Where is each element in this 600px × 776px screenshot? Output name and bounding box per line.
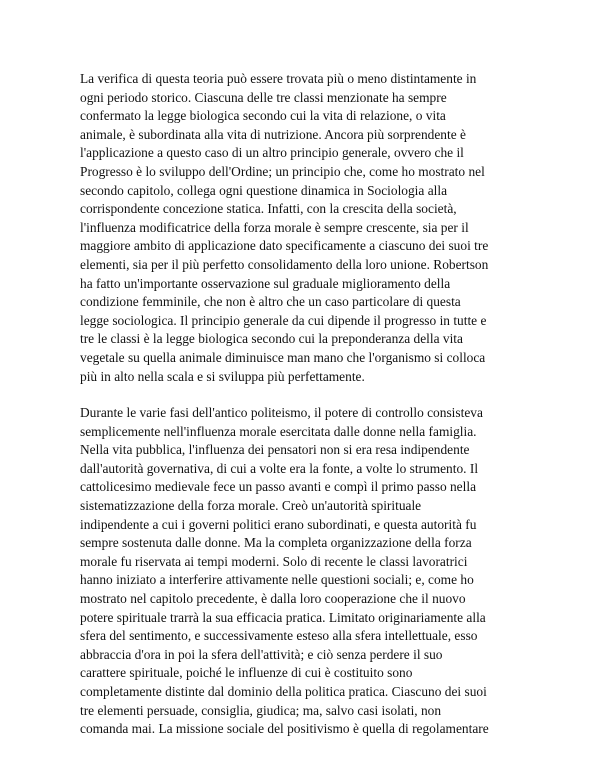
paragraph-2	[80, 404, 526, 739]
text-line: Progresso è lo sviluppo dell'Ordine; un principio che, come ho mostrato nel	[80, 163, 485, 179]
text-line: più in alto nella scala e si sviluppa più perfettamente.	[80, 368, 365, 384]
text-line: semplicemente nell'influenza morale esercitata dalle donne nella famiglia.	[80, 423, 477, 439]
text-line: vegetale su quella animale diminuisce man mano che l'organismo si colloca	[80, 349, 486, 365]
text-line: Nella vita pubblica, l'influenza dei pensatori non si era resa indipendente	[80, 442, 470, 458]
text-line: ogni periodo storico. Ciascuna delle tre classi menzionate ha sempre	[80, 89, 447, 105]
text-line: carattere spirituale, poiché le influenze di cui è costituito sono	[80, 665, 413, 681]
text-line: indipendente a cui i governi politici erano subordinati, e questa autorità fu	[80, 516, 477, 532]
document-page	[80, 70, 526, 739]
text-line: condizione femminile, che non è altro che un caso particolare di questa	[80, 294, 461, 310]
text-line: mostrato nel capitolo precedente, è dalla loro cooperazione che il nuovo	[80, 591, 466, 607]
text-line: sistematizzazione della forza morale. Creò un'autorità spirituale	[80, 498, 422, 514]
text-line: potere spirituale trarrà la sua efficacia pratica. Limitato originariamente alla	[80, 609, 486, 625]
text-line: tre elementi persuade, consiglia, giudica; ma, salvo casi isolati, non	[80, 702, 442, 718]
text-line: l'applicazione a questo caso di un altro principio generale, ovvero che il	[80, 145, 464, 161]
text-line: hanno iniziato a interferire attivamente nelle questioni sociali; e, come ho	[80, 572, 474, 588]
text-line: legge sociologica. Il principio generale da cui dipende il progresso in tutte e	[80, 312, 487, 328]
text-line: secondo capitolo, collega ogni questione dinamica in Sociologia alla	[80, 182, 448, 198]
text-line: cattolicesimo medievale fece un passo avanti e compì il primo passo nella	[80, 479, 477, 495]
text-line: tre le classi è la legge biologica secondo cui la preponderanza della vita	[80, 331, 463, 347]
text-line: confermato la legge biologica secondo cui la vita di relazione, o vita	[80, 108, 446, 124]
text-line: morale fu riservata ai tempi moderni. Solo di recente le classi lavoratrici	[80, 553, 468, 569]
text-line: animale, è subordinata alla vita di nutrizione. Ancora più sorprendente è	[80, 126, 466, 142]
text-line: completamente distinte dal dominio della politica pratica. Ciascuno dei suoi	[80, 684, 487, 699]
text-line: La verifica di questa teoria può essere trovata più o meno distintamente in	[80, 71, 477, 86]
text-line: abbraccia d'ora in poi la sfera dell'attività; e ciò senza perdere il suo	[80, 646, 443, 662]
text-line: Durante le varie fasi dell'antico politeismo, il potere di controllo consisteva	[80, 405, 483, 421]
text-line: sfera del sentimento, e successivamente esteso alla sfera intellettuale, esso	[80, 628, 478, 644]
text-line: comanda mai. La missione sociale del positivismo è quella di regolamentare	[80, 721, 489, 737]
text-line: l'influenza modificatrice della forza morale è sempre crescente, sia per il	[80, 219, 469, 235]
text-line: dall'autorità governativa, di cui a volte era la fonte, a volte lo strumento. Il	[80, 460, 479, 476]
text-line: maggiore ambito di applicazione dato specificamente a ciascuno dei suoi tre	[80, 238, 489, 254]
text-line: sempre sostenuta dalle donne. Ma la completa organizzazione della forza	[80, 535, 472, 551]
text-line: corrispondente concezione statica. Infatti, con la crescita della società,	[80, 201, 457, 217]
paragraph-1	[80, 70, 526, 386]
text-line: ha fatto un'importante osservazione sul graduale miglioramento della	[80, 275, 451, 291]
text-line: elementi, sia per il più perfetto consolidamento della loro unione. Robertson	[80, 256, 489, 272]
